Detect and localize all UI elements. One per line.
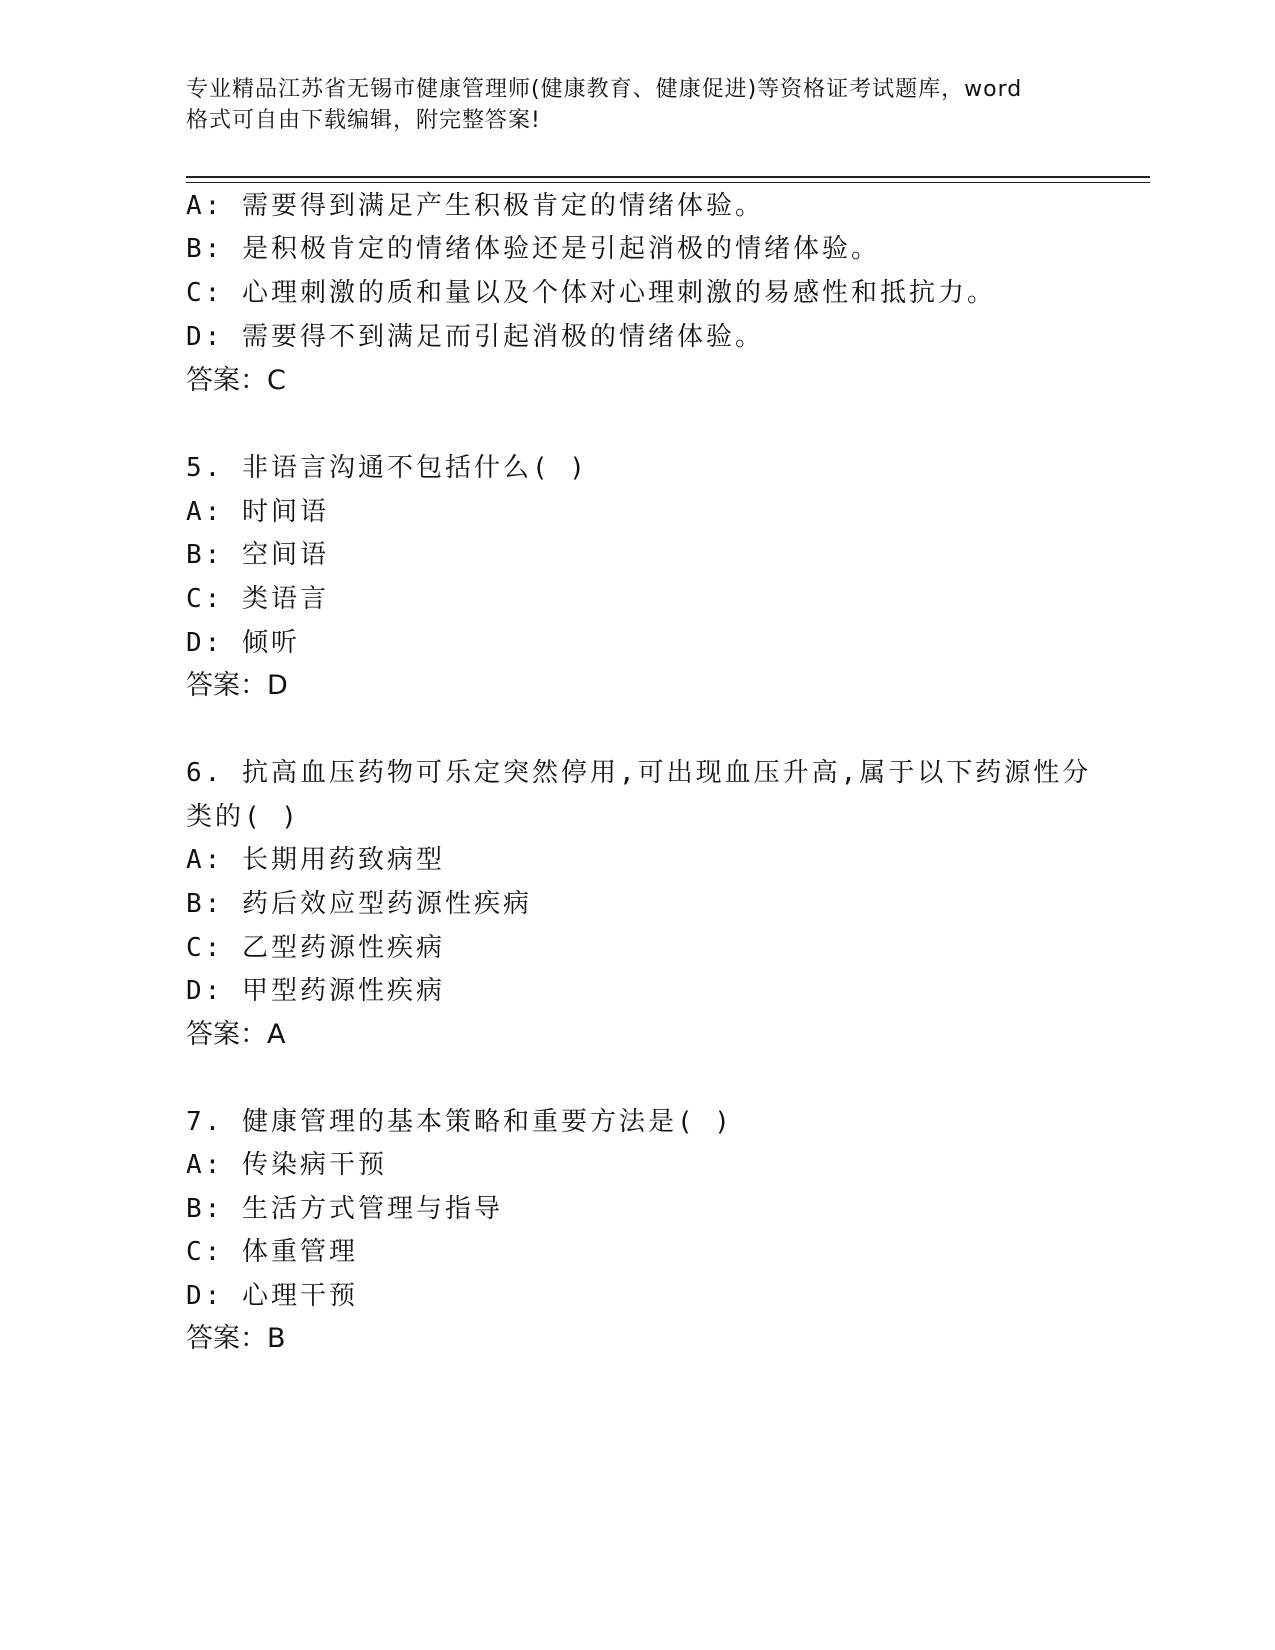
header-line-1: 专业精品江苏省无锡市健康管理师(健康教育、健康促进)等资格证考试题库，word (186, 77, 1023, 102)
q4-answer: 答案：C (186, 365, 286, 396)
q6-option-c: C: 乙型药源性疾病 (186, 933, 445, 963)
document-header (186, 74, 1106, 136)
header-divider-thin (186, 182, 1150, 183)
q7-stem: 7. 健康管理的基本策略和重要方法是( ) (186, 1107, 733, 1137)
q4-option-d: D: 需要得不到满足而引起消极的情绪体验。 (186, 322, 764, 352)
q4-option-c: C: 心理刺激的质和量以及个体对心理刺激的易感性和抵抗力。 (186, 278, 996, 308)
q5-option-b: B: 空间语 (186, 540, 329, 570)
q7-option-c: C: 体重管理 (186, 1237, 358, 1267)
q5-option-c: C: 类语言 (186, 584, 329, 614)
header-divider-thick (186, 176, 1150, 178)
q7-option-b: B: 生活方式管理与指导 (186, 1194, 503, 1224)
q4-option-b: B: 是积极肯定的情绪体验还是引起消极的情绪体验。 (186, 234, 880, 264)
q5-option-a: A: 时间语 (186, 497, 329, 527)
q7-option-a: A: 传染病干预 (186, 1150, 387, 1180)
header-line-2: 格式可自由下载编辑，附完整答案! (186, 108, 541, 133)
q5-stem: 5. 非语言沟通不包括什么( ) (186, 453, 588, 483)
q6-answer: 答案：A (186, 1019, 286, 1050)
q6-stem-line-1: 6. 抗高血压药物可乐定突然停用,可出现血压升高,属于以下药源性分 (186, 758, 1092, 788)
q6-option-a: A: 长期用药致病型 (186, 845, 445, 875)
q6-option-d: D: 甲型药源性疾病 (186, 976, 445, 1006)
q6-option-b: B: 药后效应型药源性疾病 (186, 889, 532, 919)
q7-option-d: D: 心理干预 (186, 1281, 358, 1311)
q6-stem-line-2: 类的( ) (186, 802, 300, 832)
q4-option-a: A: 需要得到满足产生积极肯定的情绪体验。 (186, 191, 764, 221)
q5-option-d: D: 倾听 (186, 628, 300, 658)
q7-answer: 答案：B (186, 1323, 286, 1354)
q5-answer: 答案：D (186, 670, 288, 701)
